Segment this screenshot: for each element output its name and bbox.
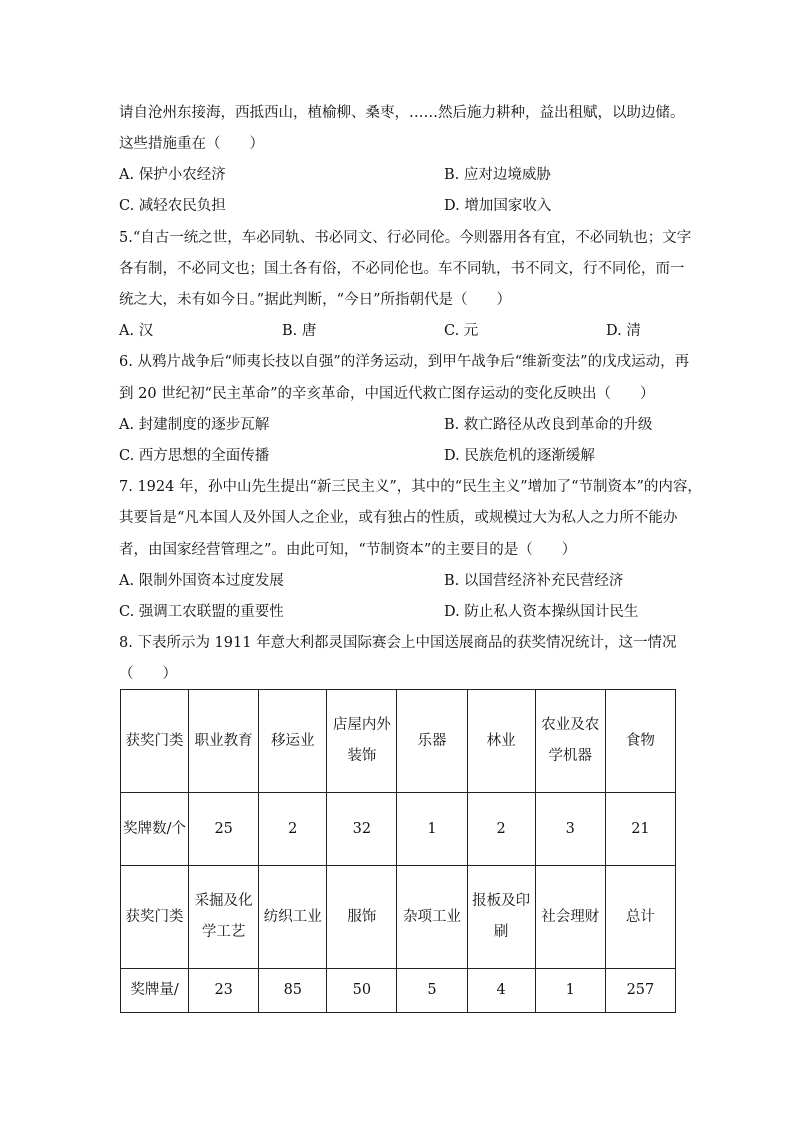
table-cell: 23 (189, 969, 259, 1013)
q4-option-d: D. 增加国家收入 (444, 198, 552, 214)
q5-stem-line-3: 统之大，未有如今日。”据此判断，“今日”所指朝代是（ ） (119, 292, 511, 308)
q6-option-c: C. 西方思想的全面传播 (119, 448, 270, 464)
q5-stem-line-1: 5.“自古一统之世，车必同轨、书必同文、行必同伦。今则器用各有宜，不必同轨也；文字 (119, 230, 692, 246)
table-row (121, 793, 676, 866)
table-cell: 257 (605, 969, 675, 1013)
table-cell: 职业教育 (189, 690, 259, 793)
q6-stem-line-2: 到 20 世纪初“民主革命”的辛亥革命，中国近代救亡图存运动的变化反映出（ ） (119, 386, 655, 402)
table-cell: 3 (535, 793, 605, 866)
table-cell: 移运业 (259, 690, 327, 793)
q7-option-b: B. 以国营经济补充民营经济 (444, 573, 624, 589)
q7-option-a: A. 限制外国资本过度发展 (119, 573, 284, 589)
table-cell: 乐器 (397, 690, 467, 793)
q8-stem-line-2: （ ） (119, 666, 177, 682)
q5-option-d: D. 清 (606, 323, 641, 339)
table-cell: 50 (327, 969, 397, 1013)
table-cell: 林业 (467, 690, 535, 793)
table-cell: 纺织工业 (259, 866, 327, 969)
table-row (121, 866, 676, 969)
table-row (121, 969, 676, 1013)
q4-option-b: B. 应对边境威胁 (444, 167, 551, 183)
q7-option-d: D. 防止私人资本操纵国计民生 (444, 604, 639, 620)
table-cell: 2 (467, 793, 535, 866)
table-row (121, 690, 676, 793)
q4-stem-line-2: 这些措施重在（ ） (119, 136, 264, 152)
table-cell: 4 (467, 969, 535, 1013)
table-cell: 杂项工业 (397, 866, 467, 969)
q6-option-a: A. 封建制度的逐步瓦解 (119, 417, 270, 433)
table-cell: 2 (259, 793, 327, 866)
q4-stem-line-1: 请自沧州东接海，西抵西山，植榆柳、桑枣，……然后施力耕种，益出租赋，以助边储。 (119, 105, 685, 121)
table-cell: 总计 (605, 866, 675, 969)
q7-option-c: C. 强调工农联盟的重要性 (119, 604, 284, 620)
table-cell: 服饰 (327, 866, 397, 969)
q7-stem-line-3: 者，由国家经营管理之”。由此可知，“节制资本”的主要目的是（ ） (119, 542, 577, 558)
table-cell: 农业及农学机器 (535, 690, 605, 793)
q5-option-c: C. 元 (444, 323, 479, 339)
table-cell: 食物 (605, 690, 675, 793)
q4-option-a: A. 保护小农经济 (119, 167, 226, 183)
table-cell: 获奖门类 (121, 866, 189, 969)
table-cell: 店屋内外装饰 (327, 690, 397, 793)
table-cell: 报板及印刷 (467, 866, 535, 969)
q7-stem-line-2: 其要旨是“凡本国人及外国人之企业，或有独占的性质，或规模过大为私人之力所不能办 (119, 510, 678, 526)
table-cell: 32 (327, 793, 397, 866)
table-cell: 1 (397, 793, 467, 866)
q8-stem-line-1: 8. 下表所示为 1911 年意大利都灵国际赛会上中国送展商品的获奖情况统计，这一情况 (119, 635, 677, 651)
q5-option-a: A. 汉 (119, 323, 154, 339)
table-cell: 采掘及化学工艺 (189, 866, 259, 969)
table-cell: 25 (189, 793, 259, 866)
table-cell: 社会理财 (535, 866, 605, 969)
table-cell: 奖牌数/个 (121, 793, 189, 866)
awards-table (120, 689, 676, 1013)
q5-option-b: B. 唐 (282, 323, 317, 339)
table-cell: 1 (535, 969, 605, 1013)
q6-option-b: B. 救亡路径从改良到革命的升级 (444, 417, 653, 433)
table-cell: 85 (259, 969, 327, 1013)
table-cell: 奖牌量/ (121, 969, 189, 1013)
table-cell: 5 (397, 969, 467, 1013)
table-cell: 获奖门类 (121, 690, 189, 793)
q6-option-d: D. 民族危机的逐渐缓解 (444, 448, 595, 464)
table-cell: 21 (605, 793, 675, 866)
q7-stem-line-1: 7. 1924 年，孙中山先生提出“新三民主义”，其中的“民生主义”增加了“节制资本”的内容， (119, 479, 702, 495)
q5-stem-line-2: 各有制，不必同文也；国土各有俗，不必同伦也。车不同轨，书不同文，行不同伦，而一 (119, 261, 685, 277)
q4-option-c: C. 减轻农民负担 (119, 198, 226, 214)
q6-stem-line-1: 6. 从鸦片战争后“师夷长技以自强”的洋务运动，到甲午战争后“维新变法”的戊戌运动，再 (119, 354, 690, 370)
